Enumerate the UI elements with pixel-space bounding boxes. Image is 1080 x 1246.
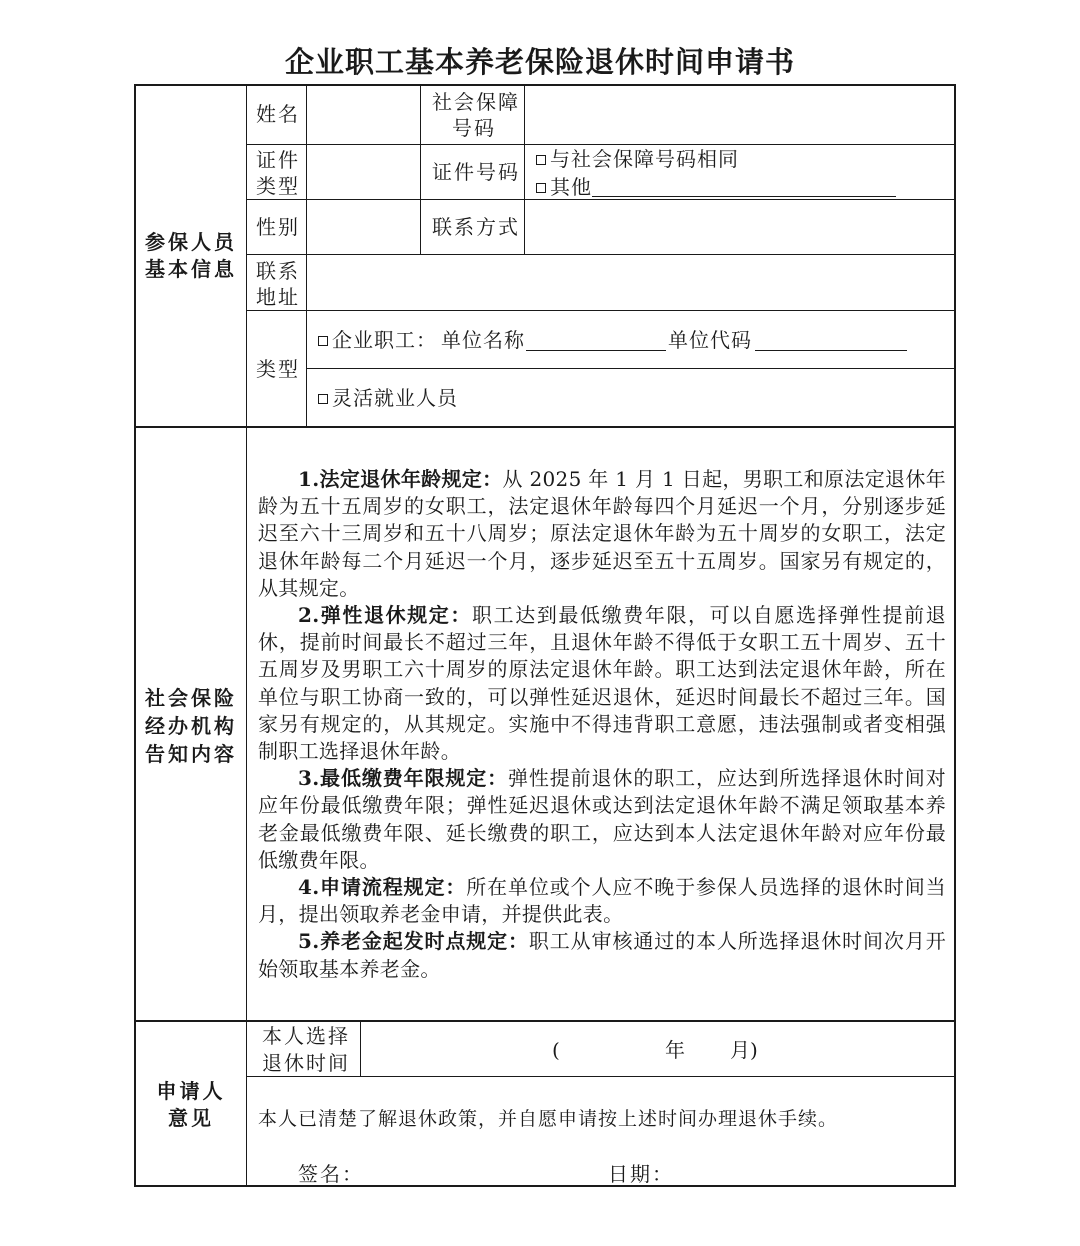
declaration-text: 本人已清楚了解退休政策，并自愿申请按上述时间办理退休手续。 bbox=[258, 1108, 839, 1130]
gender-label: 性别 bbox=[256, 215, 300, 239]
retire-year-label: 年 bbox=[665, 1038, 685, 1062]
option-other[interactable]: 其他 bbox=[536, 174, 592, 201]
name-label: 姓名 bbox=[256, 102, 300, 126]
page-title: 企业职工基本养老保险退休时间申请书 bbox=[284, 45, 795, 79]
gender-field[interactable] bbox=[308, 201, 419, 253]
date-label: 日期： bbox=[608, 1162, 674, 1186]
notice-content bbox=[258, 466, 946, 983]
other-id-input-line[interactable] bbox=[592, 196, 896, 197]
type-label: 类型 bbox=[256, 357, 300, 381]
id-type-label-line2: 类型 bbox=[256, 174, 300, 198]
retire-time-paren-open: ( bbox=[552, 1038, 560, 1062]
signature-label: 签名： bbox=[298, 1162, 364, 1186]
unit-code-label: 单位代码 bbox=[668, 328, 752, 352]
notice-item-1: 1.法定退休年龄规定：从 2025 年 1 月 1 日起，男职工和原法定退休年龄为五十五周岁的女职工，法定退休年龄每四个月延迟一个月，分别逐步延迟至六十三周岁和五十八周岁；原法定退休年龄为五十周岁的女职工，法定退休年龄每二个月延迟一个月，逐步延迟至五十五周岁。国家另有规定的，从其规定。 bbox=[258, 467, 946, 600]
checkbox-icon[interactable] bbox=[536, 183, 546, 193]
section-notice-label: 社会保险 经办机构 告知内容 bbox=[145, 686, 237, 766]
address-label-line2: 地址 bbox=[256, 285, 300, 309]
name-field[interactable] bbox=[308, 86, 419, 143]
ss-number-field[interactable] bbox=[526, 86, 953, 143]
unit-name-label: 单位名称 bbox=[441, 328, 525, 352]
notice-item-4: 4.申请流程规定：所在单位或个人应不晚于参保人员选择的退休时间当月，提出领取养老金申请，并提供此表。 bbox=[258, 875, 946, 927]
retire-time-label-line2: 退休时间 bbox=[262, 1051, 350, 1075]
section-basic-info-label: 参保人员 基本信息 bbox=[145, 230, 237, 281]
checkbox-icon[interactable] bbox=[318, 394, 328, 404]
id-number-label: 证件号码 bbox=[432, 160, 520, 184]
option-enterprise-employee[interactable]: 企业职工： bbox=[318, 327, 437, 354]
unit-code-input-line[interactable] bbox=[755, 350, 907, 351]
date-field[interactable] bbox=[665, 1152, 925, 1182]
signature-field[interactable] bbox=[350, 1152, 580, 1182]
contact-field[interactable] bbox=[526, 201, 953, 253]
id-type-label-line1: 证件 bbox=[256, 148, 300, 172]
section-applicant-opinion-label: 申请人 意见 bbox=[156, 1079, 226, 1130]
checkbox-icon[interactable] bbox=[536, 155, 546, 165]
retire-month-label: 月) bbox=[730, 1038, 758, 1062]
retire-time-label-line1: 本人选择 bbox=[262, 1024, 350, 1048]
ss-number-label-line2: 号码 bbox=[452, 116, 496, 140]
unit-name-input-line[interactable] bbox=[526, 350, 666, 351]
ss-number-label-line1: 社会保障 bbox=[432, 90, 520, 114]
checkbox-icon[interactable] bbox=[318, 336, 328, 346]
option-flexible-employment[interactable]: 灵活就业人员 bbox=[318, 385, 458, 412]
contact-label: 联系方式 bbox=[432, 215, 520, 239]
retire-time-field[interactable] bbox=[362, 1022, 953, 1075]
notice-item-2: 2.弹性退休规定：职工达到最低缴费年限，可以自愿选择弹性提前退休，提前时间最长不超过三年，且退休年龄不得低于女职工五十周岁、五十五周岁及男职工六十周岁的原法定退休年龄。职工达到法定退休年龄，所在单位与职工协商一致的，可以弹性延迟退休，延迟时间最长不超过三年。国家另有规定的，从其规定。实施中不得违背职工意愿，违法强制或者变相强制职工选择退休年龄。 bbox=[258, 603, 946, 764]
address-field[interactable] bbox=[308, 256, 953, 309]
option-same-as-ss[interactable]: 与社会保障号码相同 bbox=[536, 146, 739, 173]
notice-item-5: 5.养老金起发时点规定：职工从审核通过的本人所选择退休时间次月开始领取基本养老金。 bbox=[258, 929, 946, 981]
notice-item-3: 3.最低缴费年限规定：弹性提前退休的职工，应达到所选择退休时间对应年份最低缴费年限；弹性延迟退休或达到法定退休年龄不满足领取基本养老金最低缴费年限、延长缴费的职工，应达到本人法定退休年龄对应年份最低缴费年限。 bbox=[258, 766, 946, 872]
id-type-field[interactable] bbox=[308, 146, 419, 198]
address-label-line1: 联系 bbox=[256, 259, 300, 283]
